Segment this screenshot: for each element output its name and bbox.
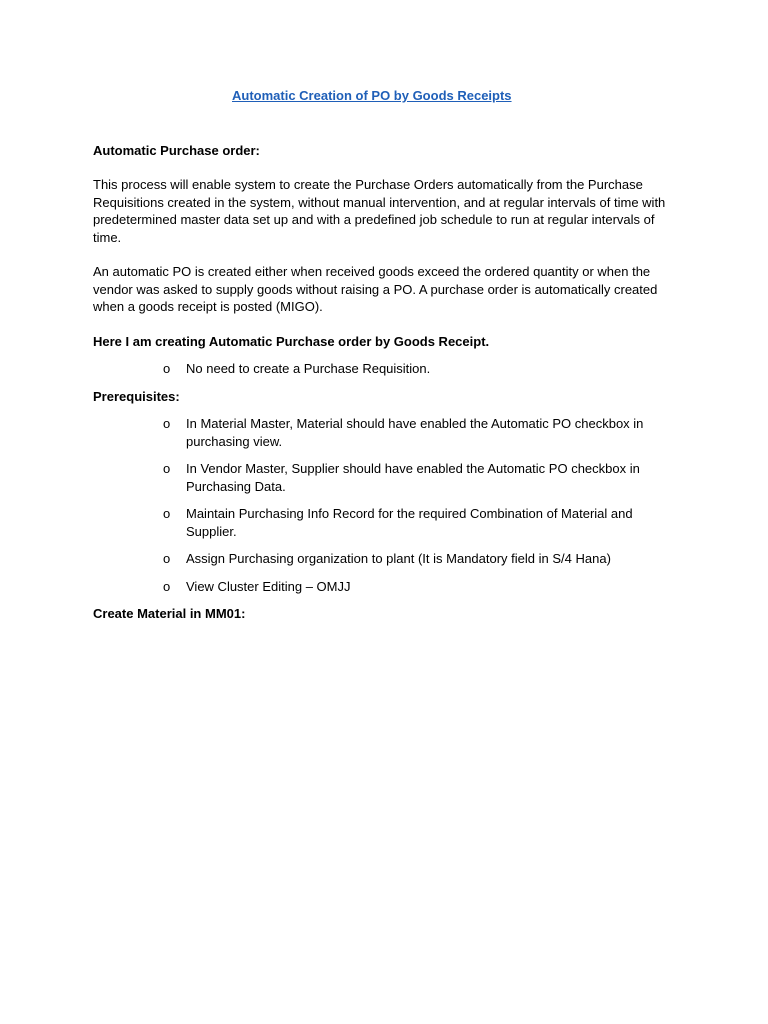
list-item	[93, 415, 683, 450]
heading-creating-by-goods-receipt: Here I am creating Automatic Purchase order by Goods Receipt.	[93, 333, 490, 349]
list-item	[93, 360, 683, 378]
bullet-list-prerequisites	[93, 415, 683, 595]
bullet-icon: o	[163, 506, 171, 521]
heading-create-material: Create Material in MM01:	[93, 606, 246, 621]
list-item-text: In Material Master, Material should have enabled the Automatic PO checkbox in purchasing view.	[186, 416, 644, 449]
list-item	[93, 578, 683, 596]
document-body	[93, 87, 683, 623]
bullet-icon: o	[163, 416, 171, 431]
list-item-text: Maintain Purchasing Info Record for the required Combination of Material and Supplier.	[186, 506, 633, 539]
list-item	[93, 505, 683, 540]
bullet-icon: o	[163, 578, 171, 594]
document-title-link[interactable]: Automatic Creation of PO by Goods Receipts	[232, 88, 512, 103]
bullet-icon: o	[163, 361, 171, 376]
paragraph-automatic-po-description: An automatic PO is created either when received goods exceed the ordered quantity or when the vendor was asked to supply goods without raising a PO. A purchase order is automatically created when a goods receipt is posted (MIGO).	[93, 264, 658, 314]
list-item	[93, 550, 683, 568]
bullet-list-notes	[93, 360, 683, 378]
list-item	[93, 460, 683, 495]
heading-prerequisites: Prerequisites:	[93, 388, 180, 404]
paragraph-process-description: This process will enable system to create the Purchase Orders automatically from the Purchase Requisitions created in the system, without manual intervention, and at regular intervals of time with predetermined master data set up and with a predefined job schedule to run at regular intervals of time.	[93, 177, 666, 245]
heading-automatic-purchase-order: Automatic Purchase order:	[93, 142, 260, 158]
list-item-text: In Vendor Master, Supplier should have enabled the Automatic PO checkbox in Purchasing Data.	[186, 461, 640, 494]
list-item-text: No need to create a Purchase Requisition.	[186, 361, 431, 376]
bullet-icon: o	[163, 551, 171, 566]
bullet-icon: o	[163, 461, 171, 476]
list-item-text: View Cluster Editing – OMJJ	[186, 578, 351, 594]
list-item-text: Assign Purchasing organization to plant (It is Mandatory field in S/4 Hana)	[186, 551, 611, 566]
